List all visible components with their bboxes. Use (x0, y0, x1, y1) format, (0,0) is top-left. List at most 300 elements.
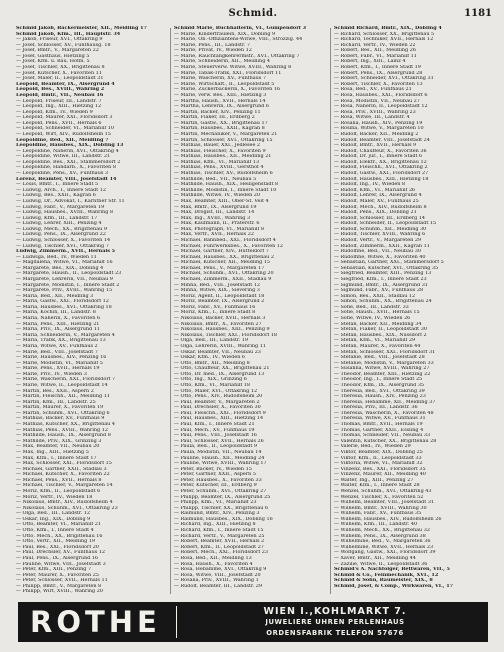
directory-entry: — Robert, Kfm., II., Leopoldstadt 27 (174, 544, 264, 550)
directory-entry: — Rosa, Haush., X., Favoriten 4 (174, 561, 253, 567)
directory-entry: — Michael, Bahnbed., XXI., Floridsdorf 4 (174, 237, 276, 243)
directory-entry: — Leopoldine, Näherin, XVI., Ottakring 4 (16, 148, 119, 154)
directory-entry: Leopold, Bes., XVIII., Währing 2 (16, 87, 105, 93)
directory-entry: — Max, Beamter, VII., Neubau 20 (16, 444, 100, 450)
directory-entry: — Robert, Schneider, XVI., Ottakring 31 (334, 76, 434, 82)
directory-entry: — Richard, Schlosser, XX., Brigittenau 5 (334, 31, 435, 37)
directory-entry: — Otto, Chauffeur, XX., Brigittenau 21 (174, 366, 270, 372)
directory-entry: — Stefan, Kfm., VI., Mariahilf 29 (334, 338, 416, 344)
directory-entry: — Robert, Tischler, X., Favoriten 13 (334, 81, 423, 87)
directory-entry: — Leopold, Schneider, VI., Mariahilf 10 (16, 126, 114, 132)
directory-entry: — Xaver, Bmtr., XII., Meidling 44 (334, 555, 416, 561)
directory-entry: — Stefan, Maurer, X., Favoriten 44 (334, 343, 421, 349)
advertiser-address: WIEN I.,KOHLMARKT 7. (263, 606, 407, 617)
directory-entry: — Sigmund, Bmtr., IX., Alsergrund 31 (334, 282, 428, 288)
directory-entry: — Wilhelm, Mech., XX., Brigittenau 32 (334, 528, 430, 534)
directory-entry: — Robert, Kfm., I., Innere Stadt 19 (334, 65, 421, 71)
directory-entry: — Leopoldine, Witwe, III., Landstr. 21 (16, 154, 111, 160)
directory-entry: — Michael, Pens., XVII., Hernals 8 (16, 477, 102, 483)
directory-entry: — Paul, Drechsler, XV., Fünfhaus 12 (16, 550, 106, 556)
directory-entry: — Paul, Mech., XV., Fünfhaus 19 (174, 427, 255, 433)
directory-entry: Schmid Jakob, Kfm., III., Hauptstr. 34 (16, 31, 121, 37)
directory-entry: — Margarete, Haush., II., Leopoldstadt 23 (16, 271, 122, 277)
directory-entry: — Stefan, Fiaker, II., Leopoldstadt 30 (334, 327, 427, 333)
directory-entry: Schmid & Sohn, Baumeister, XIX., 8 (334, 578, 433, 584)
directory-entry: — Martin, Schuhm., XVI., Ottakring 6 (16, 410, 110, 416)
directory-entry: — Theresia, Haush., XIV., Penzing 23 (334, 394, 426, 400)
directory-entry: — Rosa, Modistin, VII., Neubau 27 (334, 98, 420, 104)
directory-column-2 (174, 26, 326, 598)
directory-entry: — Michael, Schuhm., XVI., Ottakring 20 (174, 271, 274, 277)
directory-entry: — Paul, Schlosser, XVII., Hernals 26 (174, 438, 264, 444)
directory-entry: — Martha, Lehrerin, IX., Alsergrund 6 (174, 104, 270, 110)
directory-entry: — Michael, Gärtner, XXII., Stadlau 3 (16, 466, 107, 472)
directory-entry: — Marie, Witwe, II., Leopoldstadt 14 (16, 383, 108, 388)
directory-entry: — Minna, Bed., VIII., Josefstadt 12 (174, 282, 260, 288)
directory-entry: — Raimund, Bmtr., XIV., Penzing 3 (174, 511, 260, 517)
directory-entry: — Rudolf, Dr. jur., I., Innere Stadt 6 (334, 154, 423, 160)
directory-entry: — Ludwig, Lehrer, XIII., Penzing 4 (16, 221, 102, 227)
directory-entry: — Ludwig, Schlosser, X., Favoriten 14 (16, 237, 111, 243)
directory-entry: — Oskar, Beamter, VII., Neubau 23 (174, 349, 261, 355)
advertiser-brand: ROTHE (30, 605, 161, 639)
directory-entry: — Richard, Ing., XIII., Hietzing 8 (174, 522, 256, 528)
directory-entry: — Moriz, Vertr., IV., Wieden 18 (16, 494, 93, 500)
directory-entry: — Theresia, Priv., III., Landstr. 36 (334, 405, 418, 411)
directory-entry: — Rudolf, Bmtr., XVII., Hernals 9 (334, 143, 417, 149)
directory-entry: — Josef, Kfm. u. Bau, Hofm. 5 (16, 59, 90, 65)
directory-entry: — Rudolf, Gastw., XXI., Floridsdorf 27 (334, 171, 429, 177)
directory-entry: — Paul, Bes., XXI., Floridsdorf 20 (16, 544, 99, 550)
directory-entry: — Peter, Schlosser, XVII., Hernals 11 (16, 578, 108, 584)
directory-entry: — Rudolf, Beamter, VIII., Josefstadt 24 (334, 137, 430, 143)
directory-entry: — Rudolfine, Bed., VII., Neubau 30 (334, 249, 421, 255)
directory-entry: — Martin, Fiaker, III., Erdberg 2 (174, 115, 255, 121)
directory-entry: — Nikolaus, Bmtr., X., Favoriten 27 (174, 321, 262, 327)
directory-entry: — Max, Photograph, VI., Mariahilf 8 (174, 226, 264, 232)
directory-entry: — Max, Beamter, XIII., Ober-St. Veit 4 (174, 198, 269, 204)
directory-entry: — Marie, Hausbes., XIV., Penzing 16 (16, 355, 107, 361)
directory-entry: — Wilhelm, Pens., IX., Alsergrund 38 (334, 533, 426, 539)
directory-entry: — Oskar, Kfm., IV., Wieden 6 (174, 355, 246, 361)
directory-entry: — Marie, Kinderfräulein, XIX., Döbling 9 (174, 31, 276, 37)
directory-entry: Schmid, Josef, & Comp., Wirkwaren, VI., 17 (334, 583, 453, 589)
directory-entry: — Rudolf, Schuhm., XII., Meidling 30 (334, 226, 427, 232)
directory-entry: — Marie, Pens., XVII., Hernals 19 (16, 366, 100, 372)
directory-entry: — Rosa, Witwe, VIII., Josefstadt 20 (174, 572, 261, 578)
directory-entry: — Marie, Bed., VIII., Josefstadt 7 (16, 349, 98, 355)
directory-entry: — Maria, Näherin, X., Favoriten 6 (16, 316, 101, 322)
directory-entry: — Siegfried, Kfm., I., Innere Stadt 23 (334, 277, 427, 283)
directory-entry: — Martha, Haush., XVII., Hernals 14 (174, 98, 266, 104)
directory-entry: — Minna, Witwe, XIX., Sievering 3 (174, 288, 260, 294)
directory-entry: — Pauline, Haush., XII., Meidling 24 (174, 455, 265, 461)
directory-entry: — Wilhelm, Kfm., III., Landstr. 40 (334, 522, 418, 528)
directory-entry: — Nikolaus, Bäcker, XVII., Hernals 3 (174, 316, 266, 322)
directory-entry: — Michael, Fuhrwerksbes., X., Favoriten 12 (174, 243, 284, 249)
directory-entry: — Zäzilie, Witwe, II., Leopoldstadt 36 (334, 561, 428, 567)
directory-entry: — Mathias, Hausbes., XII., Meidling 21 (174, 154, 272, 160)
directory-entry: Leopoldine, Hausbes., XIX., Döbling 13 (16, 143, 124, 149)
directory-entry: — Philipp, Kfm., VI., Mariahilf 23 (174, 500, 257, 506)
directory-entry: — Mathilde, Priv., XIX., Grinzing 3 (16, 438, 102, 444)
directory-entry: — Otto, Kfm., VI., Mariahilf 18 (174, 383, 250, 388)
directory-entry: — Peter, Kutscher, III., Erdberg 9 (174, 483, 257, 489)
directory-entry: — Nikolaus, Tischler, XXI., Floridsdorf 18 (174, 332, 278, 338)
directory-entry: — Rosalia, Priv., XVIII., Währing 1 (174, 578, 259, 584)
directory-entry: — Philipp, Wirt, XVIII., Währing 20 (16, 589, 103, 595)
directory-entry: — Mathias, Pens., XVIII., Währing 12 (16, 427, 108, 433)
directory-entry: — Marie, Tabak-Trafik, XXI., Floridsdorf 11 (174, 70, 282, 76)
directory-entry: — Leopoldine, Pens., XV., Fünfhaus 3 (16, 171, 109, 177)
directory-entry: — Theodor, Kfm., IX., Alsergrund 35 (334, 383, 425, 388)
directory-entry: — Thomas, Bmtr., XVII., Hernals 19 (334, 422, 423, 428)
directory-entry: — Otto, Pens., XIV., Rudolfsheim 20 (174, 394, 263, 400)
directory-entry: — Michael, Kutscher, X., Favoriten 22 (16, 472, 110, 478)
directory-entry: Schmid Marie, Buchhalterin, VI., Gumpendorf 3 (174, 26, 306, 31)
directory-entry: — Viktor, Beamter, XIX., Döbling 25 (334, 449, 423, 455)
advertisement-banner (18, 602, 488, 642)
directory-entry: — Paula, Bed., II., Leopoldstadt 9 (174, 444, 257, 450)
page-header (14, 8, 492, 24)
directory-entry: — Maria, Priv., IX., Alsergrund 11 (16, 327, 100, 333)
directory-entry: — Theresia, Witwe, XV., Fünfhaus 31 (334, 416, 426, 422)
directory-entry: — Ludwiga, Bed., IV., Wieden 11 (16, 254, 97, 260)
directory-entry: — Josef, Maler, II., Leopoldstadt 31 (16, 76, 104, 82)
directory-entry: — Rosa, Hausbes., XXI., Floridsdorf 6 (334, 92, 428, 98)
directory-entry: — Peter, Gärtner, XXII., Aspern 5 (174, 472, 256, 478)
directory-entry: — Leopoldine, Bes., XXI., Stammersdorf 2 (16, 159, 121, 165)
directory-entry: — Paul, Kfm., I., Innere Stadt 21 (174, 422, 255, 428)
directory-entry: — Theresia, Wäscherin, X., Favoriten 48 (334, 410, 434, 416)
directory-entry: — Ludwig, Tischler, XVI., Ottakring 7 (16, 243, 109, 249)
directory-entry: — Michael, Tischler, V., Margareten 14 (16, 483, 113, 489)
directory-entry: — Maria, Gastw., XXI., Floridsdorf 12 (16, 299, 109, 305)
directory-entry: — Paul, Beamter, V., Margareten 2 (174, 399, 260, 405)
directory-entry: — Olga, Lehrerin, XVIII., Währing 11 (174, 343, 266, 349)
directory-entry: — Vinzenz, Maurer, XII., Meidling 40 (334, 472, 426, 478)
directory-entry: Leopoldine, Bed., XII., Meidling 7 (16, 137, 109, 143)
directory-entry: — Otto, Ing., XIX., Grinzing 6 (174, 377, 247, 383)
directory-entry: — Peter, Hausbes., X., Favoriten 33 (174, 477, 262, 483)
directory-entry: — Rudolf, Lehrer, IX., Alsergrund 4 (334, 193, 422, 199)
directory-entry: — Paula, Modistin, VII., Neubau 14 (174, 449, 262, 455)
directory-entry: — Simon, Bes., XXII., Stadlau 12 (334, 293, 416, 299)
directory-entry: — Thomas, Schneider, VII., Neubau 33 (334, 433, 431, 439)
directory-entry: — Margarete, Modistin, I., Innere Stadt 2 (16, 282, 120, 288)
directory-entry: — Viktoria, Witwe, VI., Mariahilf 32 (334, 461, 423, 467)
directory-entry: — Ludwig, Mech., XX., Brigittenau 9 (16, 226, 107, 232)
directory-entry: — Max, Kfm., I., Innere Stadt 17 (16, 455, 97, 461)
directory-entry: — Ludwig, Bes., XXII., Kagran 6 (16, 193, 96, 199)
directory-entry: — Louis, Bmtr., I., Innere Stadt 5 (16, 182, 99, 188)
directory-entry: — Michael, Gärtner, XIV., Hütteldorf 7 (174, 249, 269, 255)
directory-entry: — Rosa, Bed., XV., Fünfhaus 21 (334, 87, 412, 93)
directory-entry: — Margarete, Bes., XIX., Döbling 4 (16, 265, 104, 271)
directory-entry: Schmid Jakob, Bäckermeister, XII., Meidling 17 (16, 26, 147, 31)
directory-entry: — Marie, verw. Bes., XIII., Hietzing 3 (174, 92, 267, 98)
directory-entry: — Mathias, Bäcker, XV., Fünfhaus 9 (16, 416, 105, 422)
directory-entry: Ludwig, Zimmerm., XVII., Hernals 5 (16, 249, 116, 255)
directory-entry: — Paul, Drechsler, X., Favoriten 30 (174, 405, 261, 411)
directory-entry: — Ludwig, Fabr., V., Margareten 19 (16, 204, 105, 210)
directory-entry: — Marie, Modistin, VI., Mariahilf 5 (16, 360, 103, 366)
directory-entry: — Maria, Pens., XIII., Hietzing 21 (16, 321, 100, 327)
directory-entry: — Rudolf, Mech., XIV., Rudolfsheim 8 (334, 204, 427, 210)
directory-entry: — Marie, Wäscherin, XXI., Floridsdorf 7 (16, 377, 116, 383)
directory-entry: — Wenzel, Schuhm., XVI., Ottakring 43 (334, 488, 432, 494)
directory-entry: — Martin, Schlosser, XVI., Ottakring 15 (174, 137, 273, 143)
directory-entry: — Rudolf, Elektr., XX., Brigittenau 12 (334, 159, 427, 165)
directory-entry: — Rudolf, Schneider, II., Leopoldstadt 15 (334, 221, 437, 227)
directory-entry: — Peter, Maurer, X., Favoriten 25 (16, 572, 99, 578)
directory-entry: — Martin, Bes., XXII., Aspern 2 (16, 388, 94, 394)
directory-entry: — Olga, Bed., III., Landstr. 12 (16, 511, 90, 517)
directory-entry: — Wilhelm, Fabr., XV., Fünfhaus 35 (334, 511, 422, 517)
directory-entry: — Theresia, Bed., XVI., Ottakring 39 (334, 388, 425, 394)
directory-entry: — Sigmund, Fabr., XV., Fünfhaus 28 (334, 288, 424, 294)
directory-entry: — Rudolfine, Witwe, X., Favoriten 40 (334, 254, 426, 260)
directory-entry: — Mathilde, Bed., VII., Neubau 5 (174, 176, 257, 182)
directory-entry: — Maria, Hausbes., XVI., Ottakring 18 (16, 304, 112, 310)
directory-entry: — Martin, Mechaniker, V., Margareten 21 (174, 131, 278, 137)
directory-entry: — Philipp, Beamter, IX., Alsergrund 25 (174, 494, 271, 500)
directory-entry: — Maria, Trafik, XX., Brigittenau 13 (16, 338, 106, 344)
directory-entry: — Max, Vertr., XVII., Hernals 22 (174, 232, 254, 238)
directory-entry: — Marie, Privat, IV., Wieden 12 (174, 48, 252, 54)
advertiser-trade: JUWELIERE UHREN PERLENHAUS (265, 618, 405, 626)
directory-entry: — Max, Ing., XIII., Hietzing 5 (16, 449, 89, 455)
directory-entry: — Paul, Fleischh., XXI., Floridsdorf 9 (174, 410, 266, 416)
directory-entry: — Magdalena, Witwe, VI., Mariahilf 16 (16, 260, 113, 266)
directory-entry: — Otto, Dr. med., IX., Alsergrund 13 (174, 371, 265, 377)
directory-entry: — Ludwig, Dr., Advokat, I., Kärntner Str. 11 (16, 198, 125, 204)
directory-entry: — Rudolf, Tischler, XVIII., Währing 6 (334, 232, 426, 238)
column-divider (170, 28, 171, 594)
directory-entry: — Leopold, Pens., XVII., Hernals 6 (16, 120, 102, 126)
directory-entry: — Moriz, Kfm., II., Leopoldstadt 6 (16, 488, 101, 494)
column-divider (330, 28, 331, 594)
directory-entry: — Robert, Bes., XII., Meidling 26 (334, 48, 416, 54)
directory-entry: — Raimund, Hausbes., XIX., Döbling 16 (174, 516, 273, 522)
directory-entry: — Martin, Fleischh., XII., Meidling 11 (16, 394, 110, 400)
directory-entry: — Leopoldine, Handarb., X., Favoriten 8 (16, 165, 116, 171)
directory-column-3 (334, 26, 490, 598)
directory-entry: — Maria, Schneiderin, V., Margareten 4 (16, 332, 115, 338)
directory-entry: — Max, Ing., XVIII., Währing 3 (174, 215, 251, 221)
directory-entry: — Paul, Pens., VIII., Josefstadt 16 (174, 433, 257, 439)
directory-entry: Schmid's A. Nachfolger, Bettwaren, VII., 5 (334, 567, 450, 573)
directory-entry: — Marie, Ob.-Offiziantens-Witwe, VIII., Strozzig. 44 (174, 37, 303, 43)
directory-entry: — Walter, Kfm., I., Innere Stadt 28 (334, 483, 420, 489)
directory-entry: — Leopold, Wirt, XIV., Rudolfsheim 15 (16, 131, 111, 137)
directory-entry: — Paul, Hausbes., XIII., Hietzing 14 (174, 416, 264, 422)
directory-entry: — Rudolf, Chauffeur, X., Favoriten 36 (334, 148, 427, 154)
directory-entry: — Rosa, Bed., XII., Meidling 13 (174, 555, 252, 561)
directory-entry: — Josef, Bmtr., V., Margareten 22 (16, 48, 99, 54)
directory-entry: — Stefan, Bäcker, XII., Meidling 34 (334, 321, 422, 327)
directory-entry: — Wilhelm, Hausbes., XIV., Rudolfsheim 26 (334, 516, 442, 522)
directory-entry: — Rosa, Priv., XVIII., Währing 23 (334, 109, 416, 115)
page-number: 1181 (464, 8, 492, 19)
directory-entry: — Wilhelm, Beamter, VIII., Josefstadt 31 (334, 500, 435, 506)
directory-entry: — Vinzenz, Bes., XXI., Floridsdorf 35 (334, 466, 426, 472)
directory-entry: — Wolfgang, Gastw., XXI., Floridsdorf 39 (334, 550, 436, 556)
directory-entry: — Stefanie, Bed., VIII., Josefstadt 28 (334, 355, 425, 361)
directory-entry: — Philipp, Tischler, XX., Brigittenau 6 (174, 505, 269, 511)
directory-entry: — Mathias, Pens., XVIII., Gersthof 4 (174, 165, 264, 171)
directory-entry: — Michael, Pens., V., Margareten 17 (174, 265, 265, 271)
directory-entry: — Marie, Wirtschaft., II., Leopoldstadt 5 (174, 81, 275, 87)
directory-entry: — Rosalia, Haush., XIV., Penzing 19 (334, 120, 423, 126)
directory-entry: — Stefan, Schlosser, XXI., Floridsdorf 31 (334, 349, 436, 355)
directory-entry: — Rosina, Witwe, V., Margareten 10 (334, 126, 424, 132)
directory-entry: — Wilhelmine, Bed., V., Margareten 36 (334, 539, 431, 545)
directory-entry: — Otto, Beamter, VI., Mariahilf 21 (16, 522, 101, 528)
directory-entry: — Mathias, Kutscher, XX., Brigittenau 4 (16, 422, 115, 428)
directory-entry: — Rudolf, Schlosser, III., Erdberg 14 (334, 215, 426, 221)
directory-entry: — Simon, Schuhm., XX., Brigittenau 24 (334, 299, 432, 305)
directory-entry: — Stefan, Hausbes., XIX., Nussdorf 2 (334, 332, 427, 338)
directory-entry: — Marie, Zuckerbäckerin, X., Favoriten 16 (174, 87, 281, 93)
directory-entry: — Mathias, Tischler, XV., Rudolfsheim 6 (174, 171, 273, 177)
directory-entry: — Robert, Mech., XXI., Floridsdorf 23 (174, 550, 268, 556)
directory-entry: — Otto, Maler, XVI., Ottakring 12 (174, 388, 258, 394)
directory-entry: — Theodor, Ing., I., Innere Stadt 25 (334, 377, 423, 383)
page-title: Schmid. (228, 8, 278, 19)
directory-entry: — Robert, Beamter, XVII., Hernals 2 (174, 539, 265, 545)
directory-entry: — Theodor, Beamter, XIII., Hietzing 22 (334, 371, 431, 377)
directory-entry: — Peter, Schuhm., XVI., Ottakring 27 (174, 488, 267, 494)
directory-entry: — Robert, Fabr., VI., Mariahilf 11 (334, 53, 417, 59)
directory-entry: — Maria, Bed., XII., Meidling 3 (16, 293, 94, 299)
directory-entry: — Robert, Pens., IX., Alsergrund 28 (334, 70, 423, 76)
directory-entry: — Maria, Köchin, III., Landstr. 8 (16, 310, 96, 316)
advertiser-phone: ORDENSFABRIK TELEFON 57676 (266, 629, 404, 637)
directory-entry: — Mathias, Kfm., VI., Mariahilf 13 (174, 159, 260, 165)
directory-entry: — Richard, Techniker, XVII., Hernals 12 (334, 37, 434, 43)
directory-entry: — Martin, Kfm., III., Landstr. 25 (16, 399, 96, 405)
directory-entry: Schmid & Co., Feinmechanik, XVI., 12 (334, 572, 439, 578)
directory-entry: — Moriz, Fabr., XV., Fünfhaus 16 (174, 304, 256, 310)
directory-entry: — Marie, Schneiderin, XII., Meidling 4 (174, 59, 270, 65)
directory-entry: — Josef, Gasthaus, Hietzing 5 (16, 53, 90, 59)
directory-entry: — Sebastian, Kutscher, XVI., Ottakring 35 (334, 265, 439, 271)
directory-entry: — Max, Bmtr., IX., Alsergrund 19 (174, 204, 257, 210)
directory-entry: — Leopold, Friseur, III., Landstr. 7 (16, 98, 102, 104)
directory-entry: — Oskar, Ing., XIX., Döbling 9 (16, 516, 91, 522)
directory-entry: — Josef, Kutscher, X., Favoriten 11 (16, 70, 102, 76)
directory-entry: — Rosa, Näherin, II., Leopoldstadt 12 (334, 104, 428, 110)
directory-entry: — Rudolf, Bäcker, XII., Meidling 2 (334, 131, 419, 137)
directory-entry: — Peter, Bäcker, IV., Wieden 15 (174, 466, 252, 472)
directory-entry: — Josef, Tischler, XX., Brigittenau 8 (16, 65, 105, 71)
directory-entry: — Wilhelm, Bmtr., XVIII., Währing 30 (334, 505, 427, 511)
directory-entry: — Rudolf, Zimmerm., XXII., Kagran 11 (334, 243, 430, 249)
directory-entry: — Ludwig, Kfm., III., Landstr. 17 (16, 215, 98, 221)
directory-entry: — Maria, Witwe, XV., Fünfhaus 2 (16, 343, 98, 349)
directory-entry: — Otto, Mech., XX., Brigittenau 16 (16, 533, 103, 539)
directory-entry: — Martin, Gastw., XX., Brigittenau 17 (174, 120, 268, 126)
directory-entry: — Martin, Hausbes., XXII., Kagran 8 (174, 126, 265, 132)
directory-entry: — Jakob, Friseur, XVI., Ottakring 9 (16, 37, 103, 43)
directory-entry: — Sofie, Witwe, IV., Wieden 26 (334, 316, 411, 322)
directory-entry: — Richard, Vertr., IV., Wieden 22 (334, 42, 416, 48)
directory-entry: — Moriz, Agent, II., Leopoldstadt 18 (174, 293, 265, 299)
directory-entry: — Rudolf, Fleischh., XVI., Ottakring 2 (334, 165, 428, 171)
directory-entry: — Robert, Ing., XIII., Lainz 4 (334, 59, 406, 65)
directory-entry: — Marie, Steuerverw. Witwe, XVIII., Währing 8 (174, 65, 292, 71)
directory-entry: — Paul, Pens., IX., Alsergrund 16 (16, 555, 99, 561)
directory-entry: — Wilhelmine, Witwe, XVII., Hernals 23 (334, 544, 434, 550)
directory-entry: — Mathias, Fleischer, X., Favoriten 9 (174, 148, 266, 154)
directory-entry: — Moriz, Kfm., I., Innere Stadt 8 (174, 310, 256, 316)
directory-entry: — Marie, Pens., III., Landstr. 7 (174, 42, 250, 48)
directory-entry: — Rudolf, Kfm., VI., Mariahilf 26 (334, 187, 416, 193)
directory-entry: — Rudolf, Vertr., V., Margareten 29 (334, 237, 422, 243)
directory-entry: — Rudolf, Ing., IV., Wieden 8 (334, 182, 406, 188)
directory-entry: — Leopold, Kfm., IV., Wieden 9 (16, 109, 93, 115)
directory-entry: — Rudolf, Hausbes., XIII., Hietzing 18 (334, 176, 429, 182)
directory-entry: Schmid Richard, Bmtr., XIX., Döbling 4 (334, 26, 442, 31)
directory-entry: — Rudolf, Beamter, III., Landstr. 29 (174, 583, 262, 589)
directory-entry: — Walter, Ing., XIII., Penzing 27 (334, 477, 414, 483)
directory-entry: — Stefanie, Modistin, V., Margareten 33 (334, 360, 434, 366)
directory-entry: — Thomas, Gärtner, XXII., Essling 4 (334, 427, 424, 433)
directory-entry: — Leopold, Ing., XIII., Hietzing 12 (16, 104, 102, 110)
directory-entry: — Margarete, Lehrerin, VII., Neubau 9 (16, 277, 113, 283)
directory-entry: — Ludwig, Pens., IX., Alsergrund 22 (16, 232, 106, 238)
directory-entry: — Max, Kaufmann, II., Praterstr. 6 (174, 221, 260, 227)
directory-entry: — Otto, Kfm., I., Innere Stadt 4 (16, 528, 94, 534)
directory-entry: — Rosa, Witwe, III., Landstr. 4 (334, 115, 410, 121)
directory-entry: — Leopold, Maurer, XXI., Floridsdorf 3 (16, 115, 113, 121)
directory-entry: — Mathilde, Haush., IX., Alsergrund 8 (16, 433, 111, 439)
directory-entry: — Valerie, Bed., IV., Wieden 29 (334, 444, 411, 450)
directory-entry: — Josef, Schlosser, XV., Fünfhausg. 18 (16, 42, 111, 48)
directory-entry: — Philipp, Bmtr., V., Margareten 8 (16, 583, 102, 589)
directory-entry: — Sebastian, Gärtner, XXI., Stammersdorf 5 (334, 260, 444, 266)
directory-entry: — Michael, Zimmerm., XXII., Stadlau 9 (174, 277, 272, 283)
directory-entry: — Marie, Priv., IV., Wieden 3 (16, 371, 87, 377)
directory-entry: Lorenz, Beamter, VIII., Josefstadt 14 (16, 176, 117, 182)
directory-column-1 (16, 26, 166, 598)
directory-entry: Leopold, Beamter, IX., Alsergrund 4 (16, 81, 115, 87)
directory-entry: — Margarete, Priv., XVIII., Währing 15 (16, 288, 113, 294)
directory-entry: — Ludwig, Arch., I., Innere Stadt 12 (16, 187, 106, 193)
directory-entry: — Sofie, Haush., XVII., Hernals 15 (334, 310, 420, 316)
directory-entry: — Olga, Bed., III., Landstr. 19 (174, 338, 248, 344)
directory-entry: — Mathias, Bauer, XXI., Jedlesee 2 (174, 143, 261, 149)
directory-entry: — Mathilde, Haush., XIX., Heiligenstadt 8 (174, 182, 279, 188)
directory-entry: — Richard, Vertr., V., Margareten 25 (174, 533, 265, 539)
directory-entry: — Michael, Hausbes., XX., Brigittenau 2 (174, 254, 274, 260)
directory-entry: Leopold, Bmtr., VII., Neubau 16 (16, 92, 104, 98)
directory-entry: — Martin, Maurer, X., Favoriten 19 (16, 405, 104, 411)
directory-entry: — Max, Schlosser, XXI., Floridsdorf 15 (16, 461, 112, 467)
directory-entry: — Marie, Rauchfangkehrermstr., XVI., Ottakring 7 (174, 53, 300, 59)
directory-entry: — Nikolaus, Hausbes., XIII., Penzing 9 (174, 327, 270, 333)
directory-entry: — Mathilde, Modistin, I., Innere Stadt 10 (174, 187, 277, 193)
directory-entry: — Otto, Bmtr., XII., Meidling 8 (174, 360, 250, 366)
directory-entry: — Sofie, Bed., III., Landstr. 33 (334, 304, 409, 310)
directory-entry: — Pauline, Witwe, XVIII., Währing 17 (174, 461, 267, 467)
directory-entry: — Rosa, Hebamme, XVI., Ottakring 9 (174, 567, 267, 573)
directory-entry: — Max, Drogist, III., Landstr. 14 (174, 210, 255, 216)
directory-entry: — Nikolaus, Schuhm., XVI., Ottakring 23 (16, 505, 118, 511)
directory-entry: — Michael, Kutscher, XII., Meidling 15 (174, 260, 271, 266)
directory-entry: — Martin, Bäcker, XIV., Penzing 11 (174, 109, 261, 115)
